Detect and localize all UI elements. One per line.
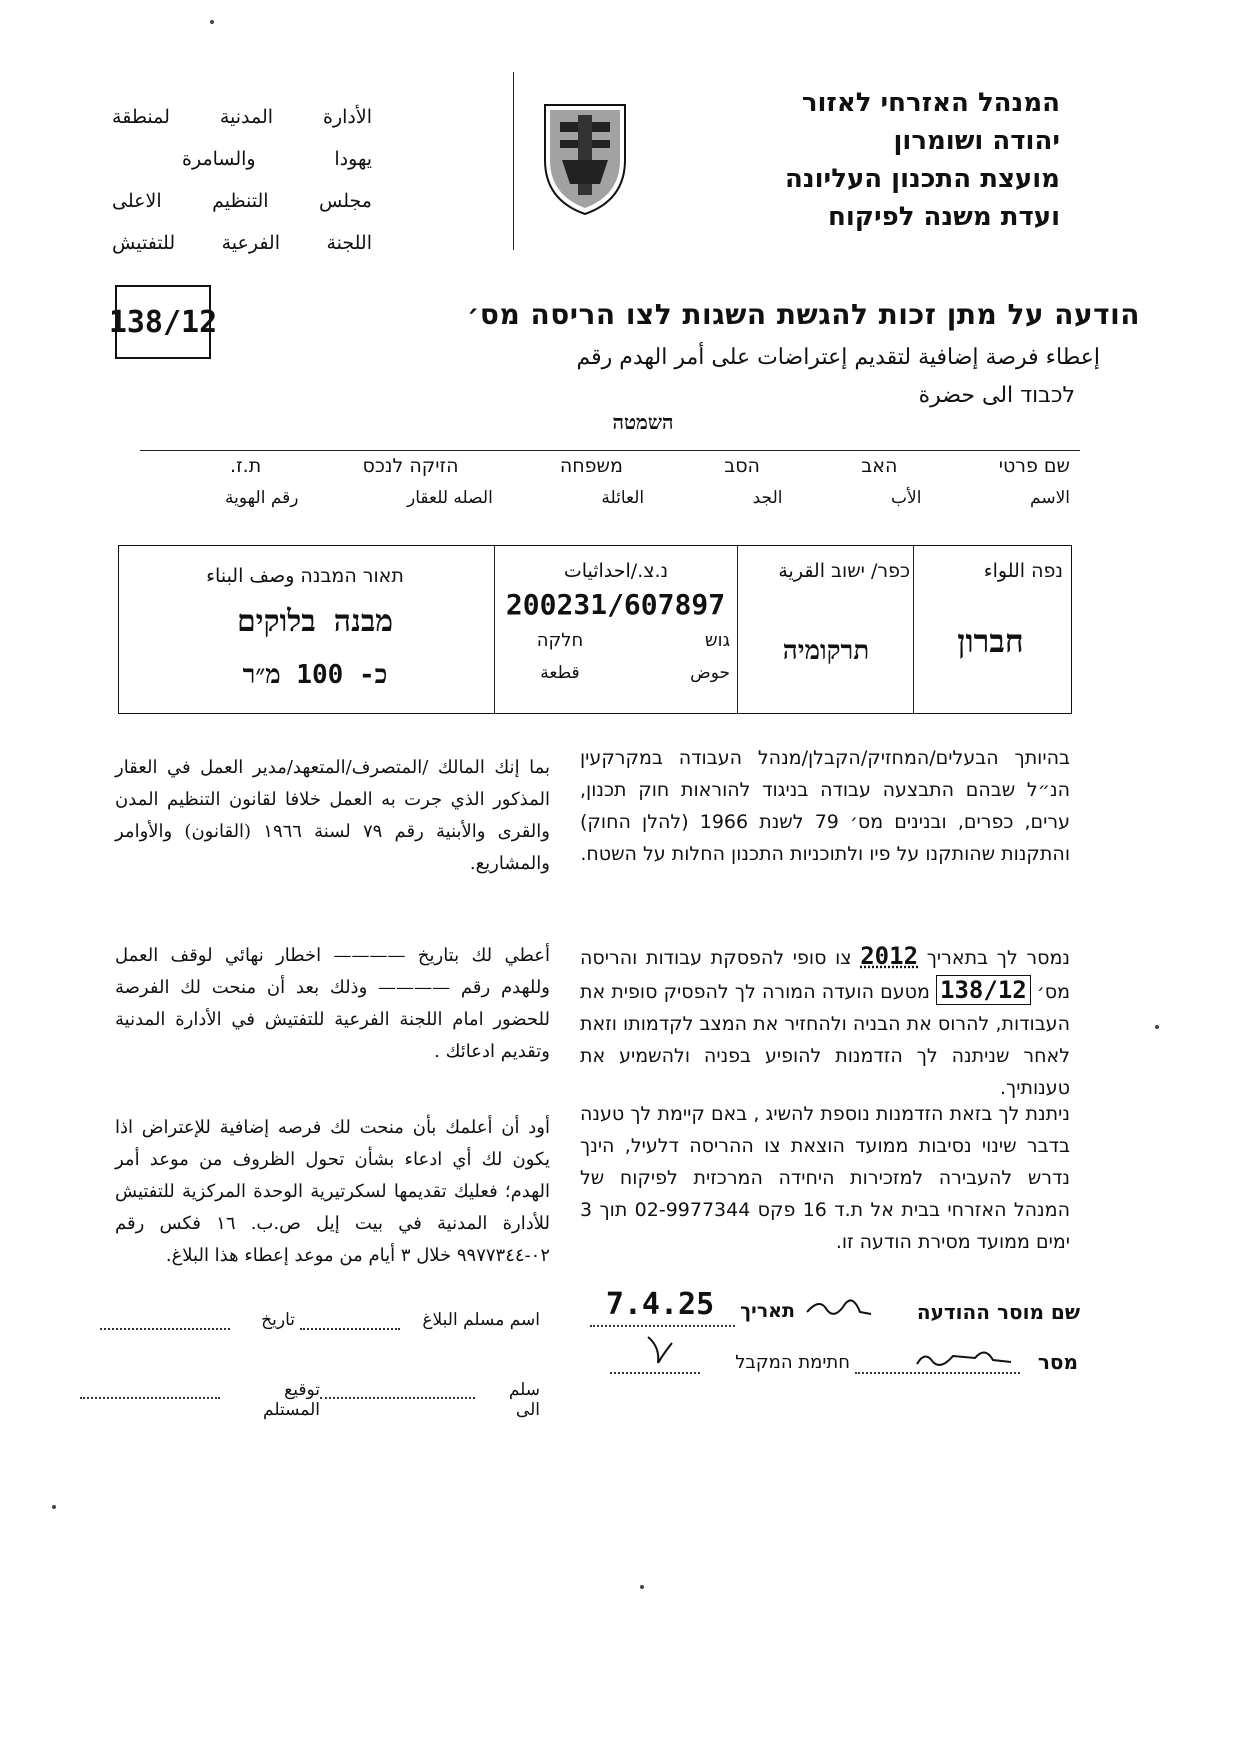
- coords-value: 200231/607897: [505, 588, 726, 621]
- header-word: والسامرة: [182, 148, 256, 170]
- case-number-box: [108, 285, 218, 359]
- header-coords: נ.צ./احداثيات: [563, 560, 669, 582]
- header-line: מועצת התכנון העליונה: [784, 164, 1060, 194]
- case-number: 138/12: [108, 304, 218, 340]
- header-word: الأدارة: [323, 106, 372, 128]
- deliverer-line-2: [855, 1372, 1020, 1374]
- scan-speck: [52, 1505, 56, 1509]
- header-line: ועדת משנה לפיקוח: [828, 202, 1060, 232]
- field-id: ת.ז.: [230, 455, 262, 477]
- district-value: חברון: [957, 622, 1024, 660]
- header-line: יהודה ושומרון: [893, 126, 1060, 156]
- arabic-date-line: [100, 1328, 230, 1330]
- deliverer-signature: [805, 1292, 875, 1322]
- header-divider: [513, 72, 514, 250]
- header-word: يهودا: [334, 148, 372, 170]
- person-fields-hebrew: [230, 455, 1070, 477]
- field-family: משפחה: [559, 455, 623, 477]
- header-word: للتفتيش: [112, 232, 176, 254]
- field-first-name-ar: الاسم: [1030, 488, 1070, 508]
- header-word: لمنطقة: [112, 106, 170, 128]
- arabic-sig-line: [80, 1397, 220, 1399]
- field-family-ar: العائلة: [601, 488, 645, 508]
- date-label: תאריך: [740, 1300, 795, 1322]
- qita-label: قطعة: [540, 663, 580, 683]
- hod-label: حوض: [690, 663, 730, 683]
- header-word: اللجنة: [326, 232, 372, 254]
- field-first-name: שם פרטי: [998, 455, 1070, 477]
- table-col-sep: [737, 545, 738, 713]
- header-word: التنظيم: [212, 190, 269, 212]
- deliverer-label-2: מסר: [1037, 1350, 1078, 1374]
- arabic-header: [112, 96, 372, 264]
- village-value: תרקומיה: [782, 636, 870, 666]
- table-col-sep: [494, 545, 495, 713]
- header-word: الفرعية: [221, 232, 280, 254]
- header-district: נפה اللواء: [983, 560, 1063, 582]
- scan-speck: [1155, 1025, 1159, 1029]
- arabic-handed-line: [320, 1397, 475, 1399]
- header-word: الاعلى: [112, 190, 162, 212]
- civil-administration-emblem: [540, 100, 630, 218]
- receiver-signature: [640, 1333, 680, 1369]
- area-value: כ- 100 מ״ר: [242, 660, 388, 690]
- header-village: כפר/ ישוב القرية: [778, 560, 910, 582]
- document-title: הודעה על מתן זכות להגשת השגות לצו הריסה מס׳: [467, 298, 1140, 331]
- arabic-paragraph-3: أود أن أعلمك بأن منحت لك فرصه إضافية للإعتراض اذا يكون لك أي ادعاء بشأن تحول الظروف من موعد أمر الهدم؛ فعليك تقديمها لسكرتيرية الوحدة المركزية للتفتيش للأدارة المدنية في بيت إيل ص.ب. ١٦ فكس رقم ٠٢-٩٩٧٧٣٤٤ خلال ٣ أيام من موعد إعطاء هذا البلاغ.: [115, 1117, 550, 1266]
- deliverer-label: שם מוסר ההודעה: [916, 1300, 1080, 1324]
- field-property-relation: הזיקה לנכס: [362, 455, 459, 477]
- p2-rest: מטעם הועדה המורה לך להפסיק סופית את העבודות, להרוס את הבניה ולהחזיר את המצב לקדמותו וזאת לאחר שניתנה לך הזדמנות להופיע בפניה ולהשמיע את טענותיך.: [580, 981, 1070, 1099]
- p2-prefix: נמסר לך בתאריך: [926, 947, 1070, 969]
- header-line: המנהל האזרחי לאזור: [801, 88, 1060, 118]
- person-fields-arabic: [225, 488, 1070, 508]
- header-description: תאור המבנה وصف البناء: [206, 565, 404, 587]
- helka-label: חלקה: [536, 630, 584, 651]
- deliverer-signature-2: [915, 1342, 1015, 1372]
- arabic-receiver-line: [300, 1328, 400, 1330]
- arabic-receiver-label: اسم مسلم البلاغ: [422, 1310, 540, 1330]
- field-property-relation-ar: الصله للعقار: [407, 488, 493, 508]
- field-grandfather-ar: الجد: [752, 488, 783, 508]
- field-father: האב: [861, 455, 898, 477]
- hebrew-paragraph-3: ניתנת לך בזאת הזדמנות נוספת להשיג , באם קיימת לך טענה בדבר שינוי נסיבות ממועד הוצאת צו ההריסה דלעיל, הינך נדרש להעבירה למזכירות היחידה המרכזית לפיקוח של המנהל האזרחי בבית אל ת.ד 16 פקס 02-9977344 תוך 3 ימים ממועד מסירת הודעה זו.: [580, 1103, 1070, 1253]
- person-fields-rule: [140, 450, 1080, 451]
- arabic-paragraph-2: أعطي لك بتاريخ ———— اخطار نهائي لوقف العمل وللهدم رقم ———— وذلك بعد أن منحت لك الفرصة للحضور امام اللجنة الفرعية للتفتيش في الأدارة المدنية وتقديم ادعائك .: [115, 945, 550, 1062]
- recipient-name: השמטה: [612, 410, 674, 434]
- p2-mid: צו סופי להפסקת עבודות והריסה מס׳: [580, 947, 1070, 1003]
- delivery-date: 7.4.25: [605, 1287, 715, 1322]
- hebrew-header: [760, 84, 1060, 236]
- hebrew-paragraph-2: [580, 940, 1070, 1104]
- field-grandfather: הסב: [724, 455, 760, 477]
- header-word: مجلس: [319, 190, 372, 212]
- receiver-sig-label: חתימת המקבל: [735, 1352, 850, 1373]
- gush-label: גוש: [704, 630, 730, 651]
- hebrew-paragraph-1: בהיותך הבעלים/המחזיק/הקבלן/מנהל העבודה במקרקעין הנ״ל שבהם התבצעה עבודה בניגוד להוראות חוק תכנון, ערים, כפרים, ובנינים מס׳ 79 לשנת 1966 (להלן החוק) והתקנות שהותקנו על פיו ולתוכניות התכנון החלות על השטח.: [580, 747, 1070, 865]
- receiver-sig-line: [610, 1372, 700, 1374]
- field-id-ar: رقم الهوية: [225, 488, 299, 508]
- field-father-ar: الأب: [891, 488, 922, 508]
- recipient-label: לכבוד الى حضرة: [918, 383, 1075, 408]
- arabic-handed-label: سلم الى: [508, 1380, 540, 1420]
- header-word: المدنية: [219, 106, 274, 128]
- order-date: 2012: [860, 942, 919, 970]
- order-number: 138/12: [936, 975, 1031, 1005]
- arabic-sig-label: توقيع المستلم: [263, 1380, 320, 1420]
- date-underline: [590, 1325, 735, 1327]
- arabic-date-label: تاريخ: [261, 1310, 295, 1330]
- table-col-sep: [913, 545, 914, 713]
- document-title-arabic: إعطاء فرصة إضافية لتقديم إعتراضات على أمر الهدم رقم: [576, 345, 1100, 370]
- scan-speck: [640, 1585, 644, 1589]
- arabic-paragraph-1: بما إنك المالك /المتصرف/المتعهد/مدير العمل في العقار المذكور الذي جرت به العمل خلافا لقانون التنظيم المدن والقرى والأبنية رقم ٧٩ لسنة ١٩٦٦ (القانون) والأوامر والمشاريع.: [115, 757, 550, 874]
- description-value: מבנה בלוקים: [236, 604, 394, 639]
- scan-speck: [210, 20, 214, 24]
